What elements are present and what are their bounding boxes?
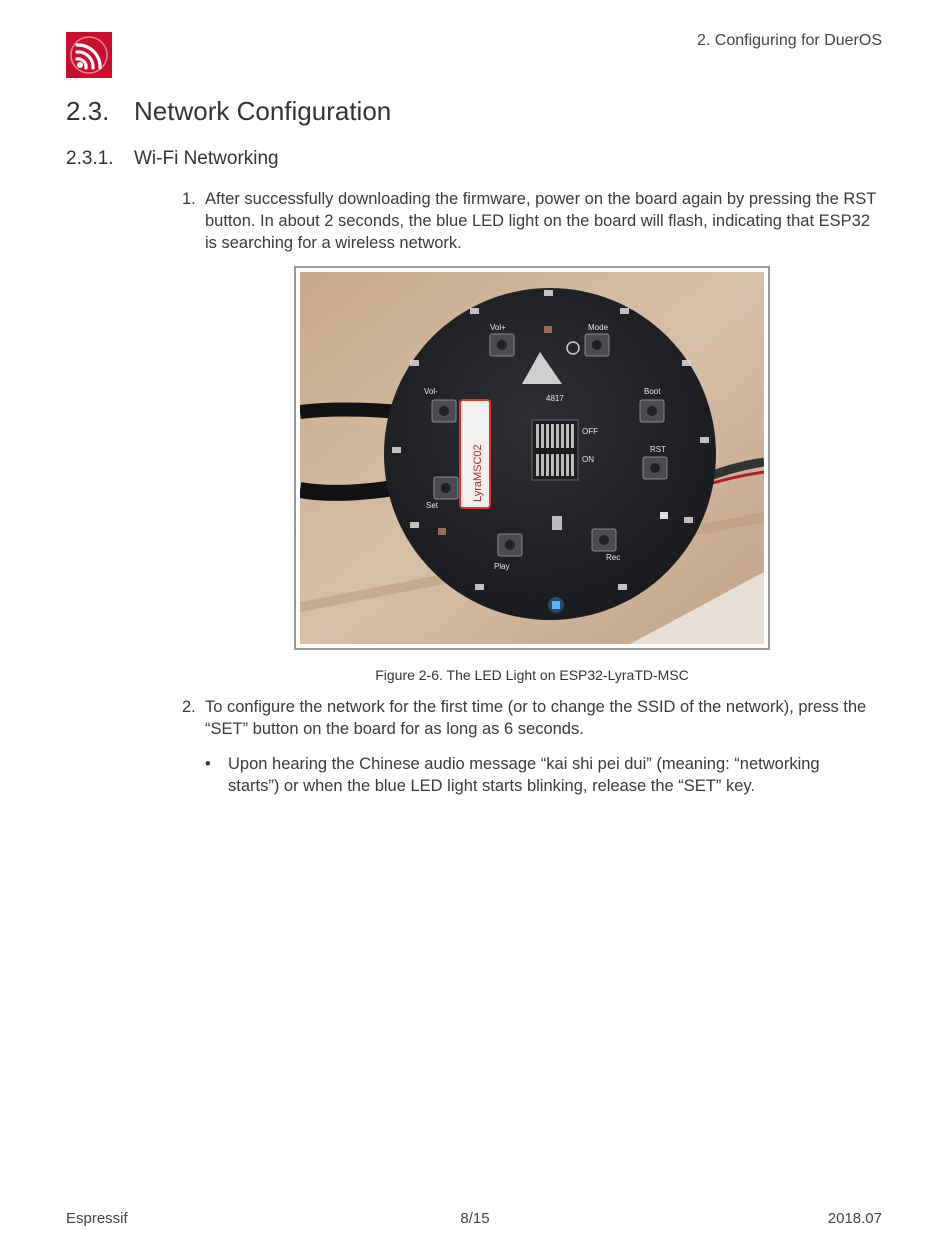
- board-label-play: Play: [494, 562, 510, 571]
- board-label-on: ON: [582, 455, 594, 464]
- footer-date: 2018.07: [827, 1210, 882, 1227]
- section-title: Network Configuration: [134, 96, 392, 126]
- subsection-number: 2.3.1.: [66, 148, 114, 169]
- espressif-logo-icon: [66, 32, 112, 78]
- list-item-step-1: [182, 188, 882, 254]
- list-item-step-2: [182, 696, 882, 740]
- footer-company: Espressif: [66, 1210, 128, 1227]
- subsection-heading: [66, 148, 279, 170]
- section-number: 2.3.: [66, 96, 110, 126]
- board-photo: [294, 266, 770, 650]
- figure-caption: Figure 2-6. The LED Light on ESP32-LyraTD-MSC: [375, 667, 689, 683]
- step-text: After successfully downloading the firmware, power on the board again by pressing the RST button. In about 2 seconds, the blue LED light on the board will flash, indicating that ESP32 is searching for a wireless network.: [205, 190, 877, 252]
- running-header: 2. Configuring for DuerOS: [697, 32, 882, 49]
- board-photo-image: [300, 272, 764, 644]
- board-label-off: OFF: [582, 427, 598, 436]
- subsection-title: Wi-Fi Networking: [134, 148, 279, 169]
- section-heading: [66, 96, 391, 127]
- bullet-symbol: •: [205, 755, 211, 773]
- footer-page-number: 8/15: [460, 1210, 490, 1227]
- board-label-set: Set: [426, 501, 439, 510]
- bullet-text: Upon hearing the Chinese audio message “kai shi pei dui” (meaning: “networking starts”) or when the blue LED light starts blinking, release the “SET” key.: [228, 755, 820, 795]
- board-label-vol-down: Vol-: [424, 387, 438, 396]
- step-number: 2.: [182, 698, 196, 716]
- list-item-bullet: [205, 753, 865, 797]
- board-label-rst: RST: [650, 445, 666, 454]
- board-label-mode: Mode: [588, 323, 609, 332]
- board-label-chip: 4817: [546, 394, 564, 403]
- board-sticker-text: LyraMSC02: [472, 444, 484, 502]
- board-label-vol-up: Vol+: [490, 323, 506, 332]
- board-label-rec: Rec: [606, 553, 621, 562]
- board-label-boot: Boot: [644, 387, 661, 396]
- step-number: 1.: [182, 190, 196, 208]
- step-text: To configure the network for the first time (or to change the SSID of the network), press the “SET” button on the board for as long as 6 seconds.: [205, 698, 867, 738]
